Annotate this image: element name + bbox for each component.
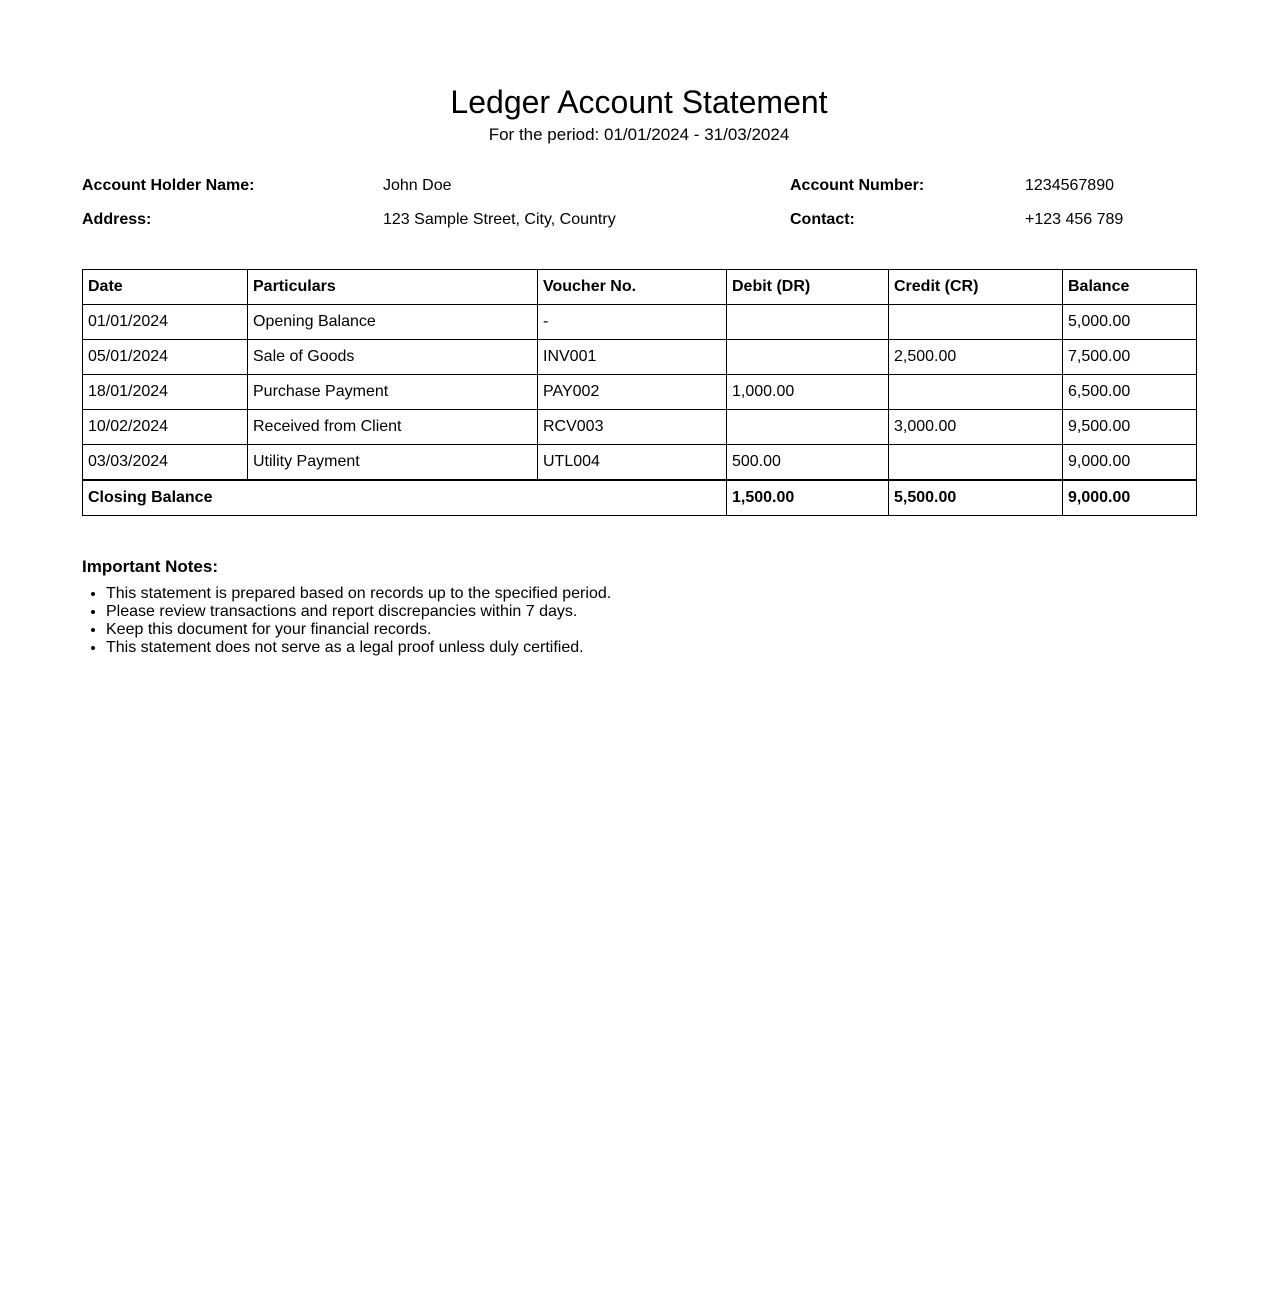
- column-header-balance: Balance: [1063, 270, 1197, 305]
- account-holder-value: John Doe: [383, 177, 452, 194]
- table-row: [83, 305, 1197, 340]
- column-header-debit: Debit (DR): [727, 270, 889, 305]
- cell-balance: 6,500.00: [1063, 375, 1197, 410]
- cell-credit: [889, 375, 1063, 410]
- address-value: 123 Sample Street, City, Country: [383, 211, 616, 228]
- column-header-voucher: Voucher No.: [538, 270, 727, 305]
- cell-credit: 3,000.00: [889, 410, 1063, 445]
- cell-balance: 7,500.00: [1063, 340, 1197, 375]
- cell-particulars: Opening Balance: [248, 305, 538, 340]
- cell-voucher: UTL004: [538, 445, 727, 481]
- list-item: • Keep this document for your financial records.: [106, 621, 611, 639]
- cell-credit: [889, 305, 1063, 340]
- closing-balance-row: [83, 480, 1197, 516]
- cell-credit: 2,500.00: [889, 340, 1063, 375]
- address-label: Address:: [82, 211, 152, 228]
- page-title: Ledger Account Statement: [450, 84, 828, 120]
- cell-credit: [889, 445, 1063, 481]
- cell-date: 10/02/2024: [83, 410, 248, 445]
- table-header-row: [83, 270, 1197, 305]
- cell-date: 18/01/2024: [83, 375, 248, 410]
- cell-date: 01/01/2024: [83, 305, 248, 340]
- cell-balance: 5,000.00: [1063, 305, 1197, 340]
- cell-balance: 9,500.00: [1063, 410, 1197, 445]
- column-header-date: Date: [83, 270, 248, 305]
- cell-date: 03/03/2024: [83, 445, 248, 481]
- cell-date: 05/01/2024: [83, 340, 248, 375]
- cell-debit: [727, 340, 889, 375]
- table-row: [83, 445, 1197, 481]
- closing-debit-total: 1,500.00: [727, 480, 889, 516]
- list-item: • Please review transactions and report discrepancies within 7 days.: [106, 603, 611, 621]
- closing-credit-total: 5,500.00: [889, 480, 1063, 516]
- cell-debit: [727, 305, 889, 340]
- account-holder-label: Account Holder Name:: [82, 177, 255, 194]
- table-row: [83, 410, 1197, 445]
- column-header-credit: Credit (CR): [889, 270, 1063, 305]
- cell-particulars: Purchase Payment: [248, 375, 538, 410]
- closing-balance-label: Closing Balance: [83, 480, 727, 516]
- cell-debit: [727, 410, 889, 445]
- account-number-value: 1234567890: [1025, 177, 1114, 194]
- cell-voucher: RCV003: [538, 410, 727, 445]
- table-row: [83, 340, 1197, 375]
- closing-balance-total: 9,000.00: [1063, 480, 1197, 516]
- cell-voucher: INV001: [538, 340, 727, 375]
- cell-voucher: PAY002: [538, 375, 727, 410]
- notes-heading: Important Notes:: [82, 557, 218, 576]
- cell-debit: 1,000.00: [727, 375, 889, 410]
- column-header-particulars: Particulars: [248, 270, 538, 305]
- cell-debit: 500.00: [727, 445, 889, 481]
- contact-value: +123 456 789: [1025, 211, 1124, 228]
- cell-balance: 9,000.00: [1063, 445, 1197, 481]
- statement-period: For the period: 01/01/2024 - 31/03/2024: [488, 125, 790, 144]
- cell-particulars: Sale of Goods: [248, 340, 538, 375]
- list-item: • This statement does not serve as a legal proof unless duly certified.: [106, 639, 611, 657]
- cell-particulars: Utility Payment: [248, 445, 538, 481]
- cell-voucher: -: [538, 305, 727, 340]
- table-row: [83, 375, 1197, 410]
- cell-particulars: Received from Client: [248, 410, 538, 445]
- list-item: • This statement is prepared based on records up to the specified period.: [106, 585, 611, 603]
- contact-label: Contact:: [790, 211, 855, 228]
- account-number-label: Account Number:: [790, 177, 925, 194]
- ledger-table: [82, 269, 1197, 516]
- notes-list: [82, 585, 611, 657]
